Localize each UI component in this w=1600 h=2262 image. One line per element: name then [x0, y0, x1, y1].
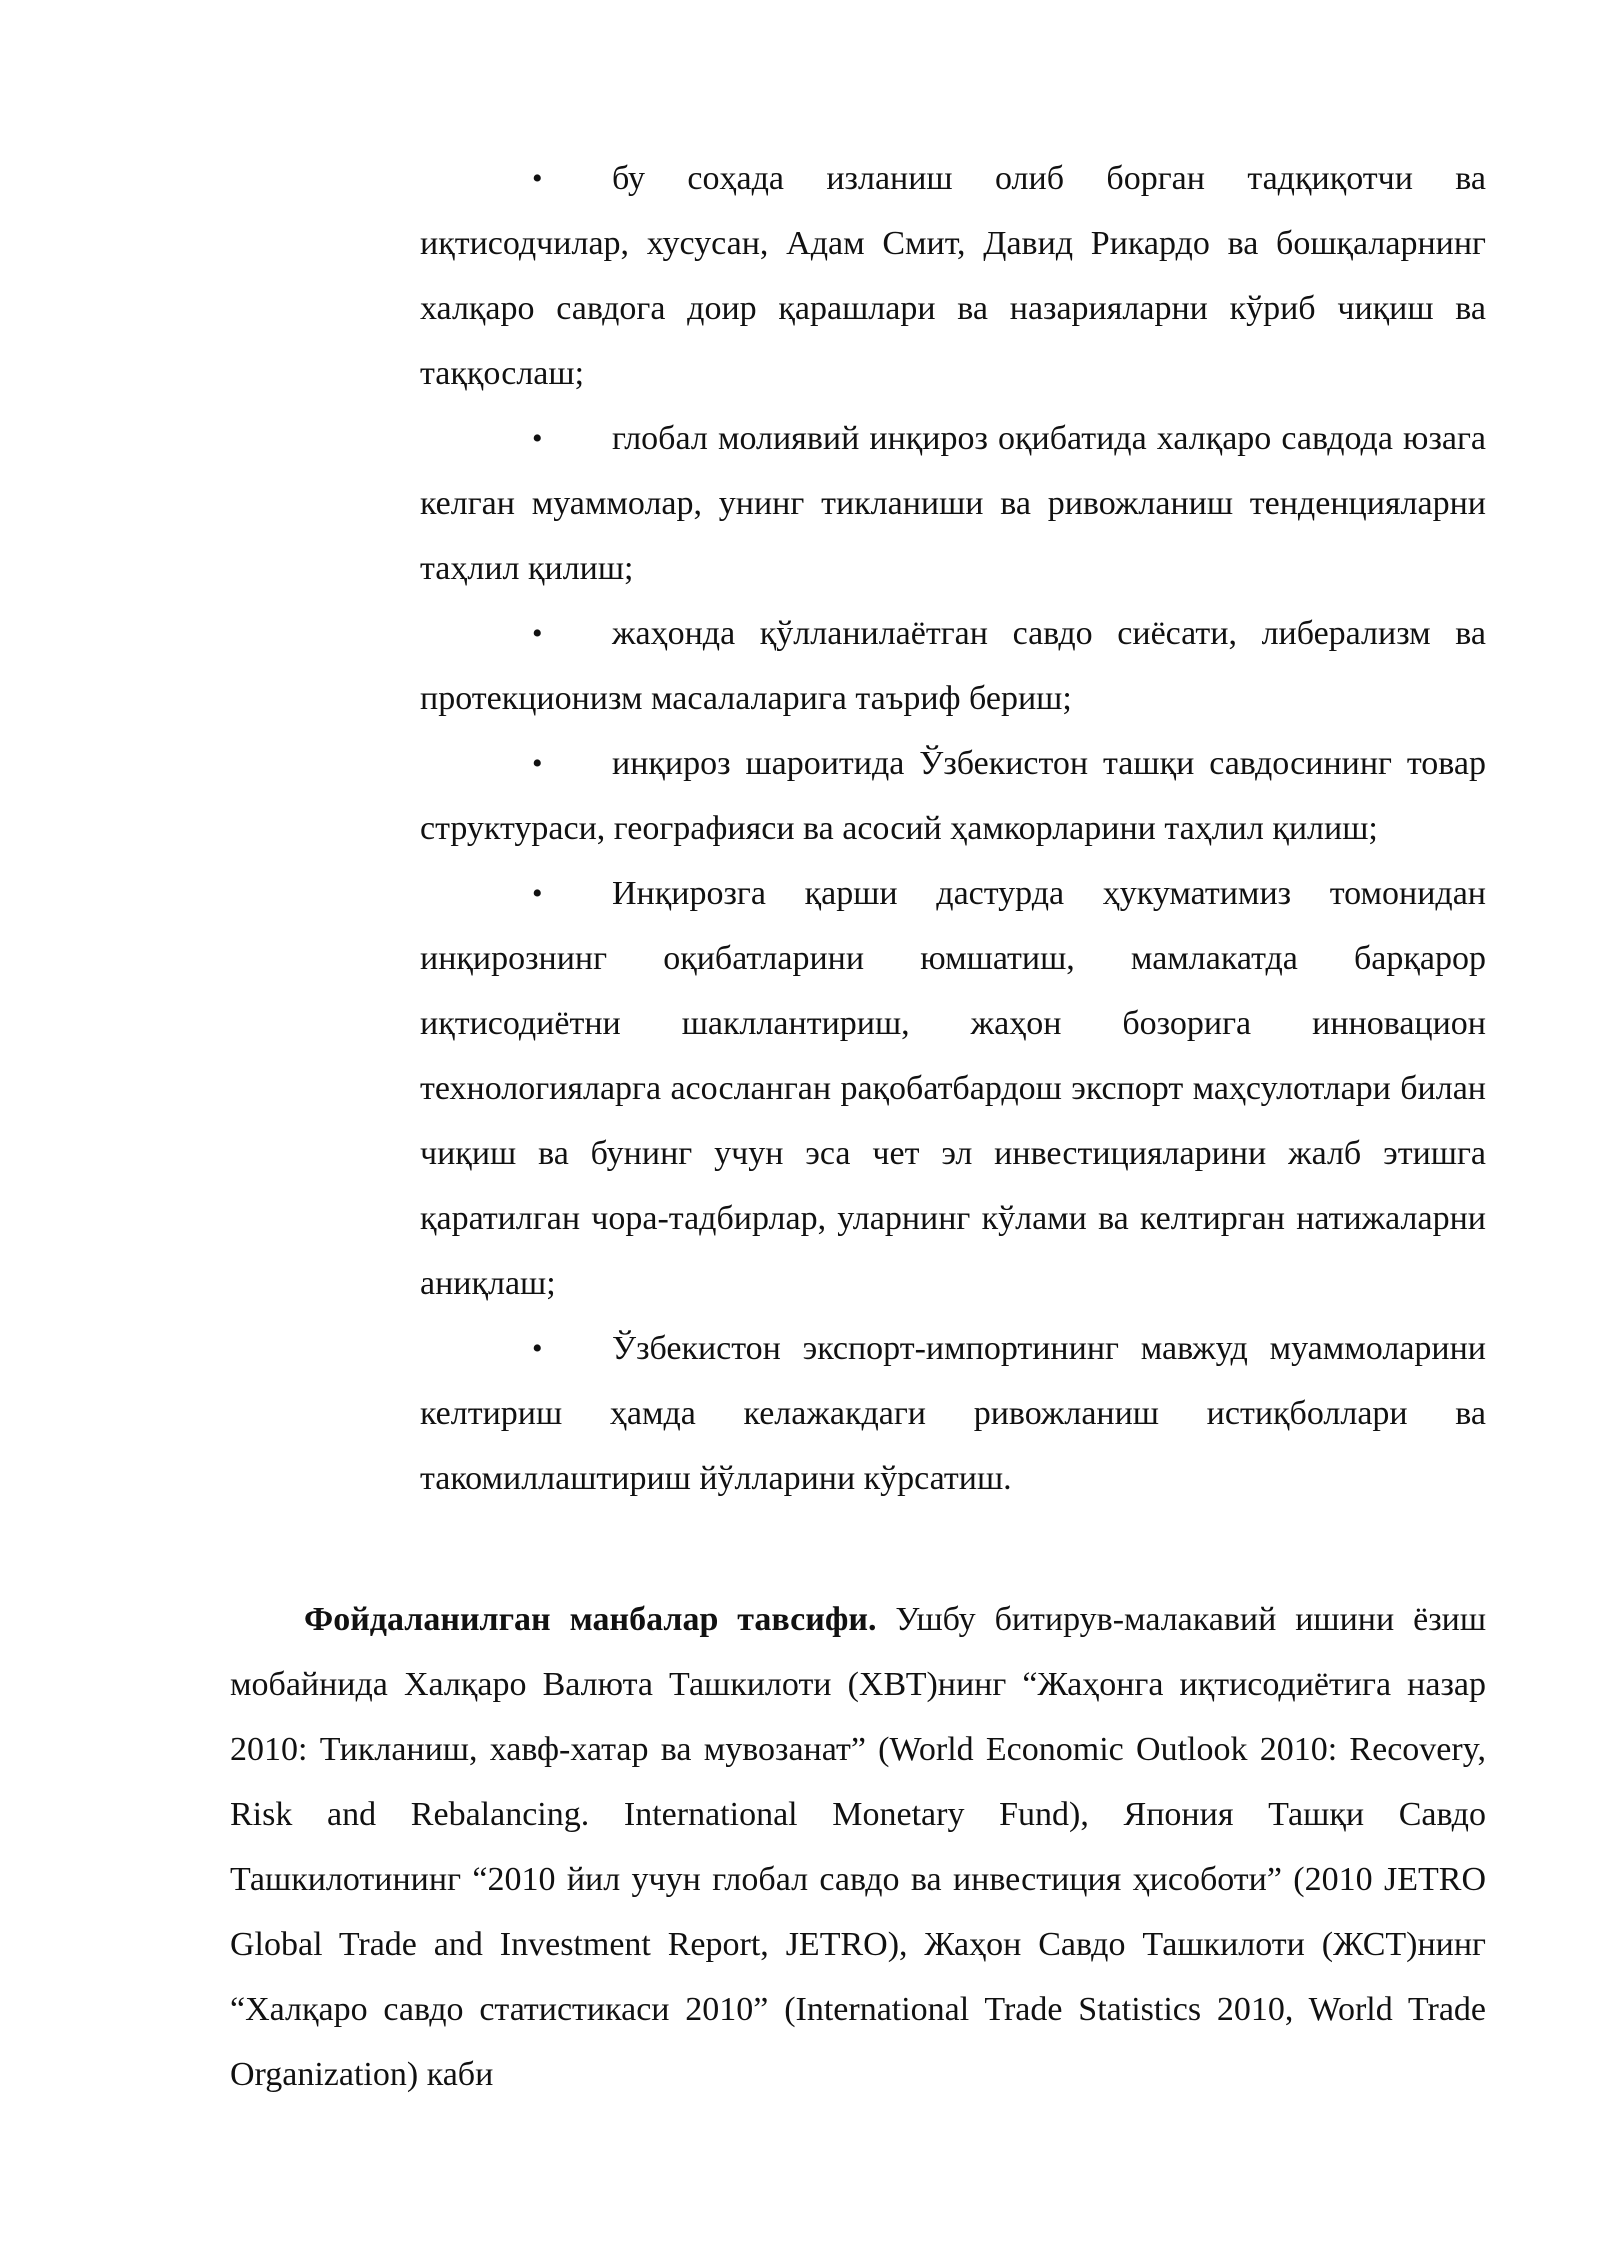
bullet-icon: • — [532, 877, 543, 910]
list-item — [420, 861, 1486, 1316]
bullet-icon: • — [532, 422, 543, 455]
list-item — [420, 1316, 1486, 1511]
list-item-text: жаҳонда қўлланилаётган савдо сиёсати, либерализм ва протекционизм масалаларига таъриф бериш; — [420, 615, 1486, 717]
list-item-text: глобал молиявий инқироз оқибатида халқаро савдода юзага келган муаммолар, унинг тикланиши ва ривожланиш тенденцияларни таҳлил қилиш; — [420, 420, 1486, 587]
list-item — [420, 601, 1486, 731]
bullet-icon: • — [532, 162, 543, 195]
list-item — [420, 406, 1486, 601]
list-item-text: Инқирозга қарши дастурда ҳукуматимиз томонидан инқирознинг оқибатларини юмшатиш, мамлакатда барқарор иқтисодиётни шакллантириш, жаҳон бозорига инновацион технологияларга асосланган рақобатбардош экспорт маҳсулотлари билан чиқиш ва бунинг учун эса чет эл инвестицияларини жалб этишга қаратилган чора-тадбирлар, уларнинг кўлами ва келтирган натижаларни аниқлаш; — [420, 875, 1486, 1302]
list-item-text: Ўзбекистон экспорт-импортининг мавжуд муаммоларини келтириш ҳамда келажакдаги ривожланиш истиқболлари ва такомиллаштириш йўлларини кўрсатиш. — [420, 1330, 1486, 1497]
bullet-icon: • — [532, 1332, 543, 1365]
list-item-text: инқироз шароитида Ўзбекистон ташқи савдосининг товар структураси, географияси ва асосий ҳамкорларини таҳлил қилиш; — [420, 745, 1486, 847]
paragraph-heading: Фойдаланилган манбалар тавсифи. — [304, 1601, 877, 1638]
list-item-text: бу соҳада изланиш олиб борган тадқиқотчи ва иқтисодчилар, хусусан, Адам Смит, Давид Рикардо ва бошқаларнинг халқаро савдога доир қарашлари ва назарияларни кўриб чиқиш ва таққослаш; — [420, 160, 1486, 392]
list-item — [420, 731, 1486, 861]
list-item — [420, 146, 1486, 406]
paragraph-body: Ушбу битирув-малакавий ишини ёзиш мобайнида Халқаро Валюта Ташкилоти (ХВТ)нинг “Жаҳонга иқтисодиётига назар 2010: Тикланиш, хавф-хатар ва мувозанат” (World Economic Outlook 2010: Recovery, Risk and Rebalancing. International Monetary Fund), Япония Ташқи Савдо Ташкилотининг “2010 йил учун глобал савдо ва инвестиция ҳисоботи” (2010 JETRO Global Trade and Investment Report, JETRO), Жаҳон Савдо Ташкилоти (ЖСТ)нинг “Халқаро савдо статистикаси 2010” (International Trade Statistics 2010, World Trade Organization) каби — [230, 1601, 1486, 2093]
bullet-icon: • — [532, 617, 543, 650]
bullet-icon: • — [532, 747, 543, 780]
objectives-list — [420, 146, 1486, 1511]
sources-paragraph — [230, 1587, 1486, 2107]
